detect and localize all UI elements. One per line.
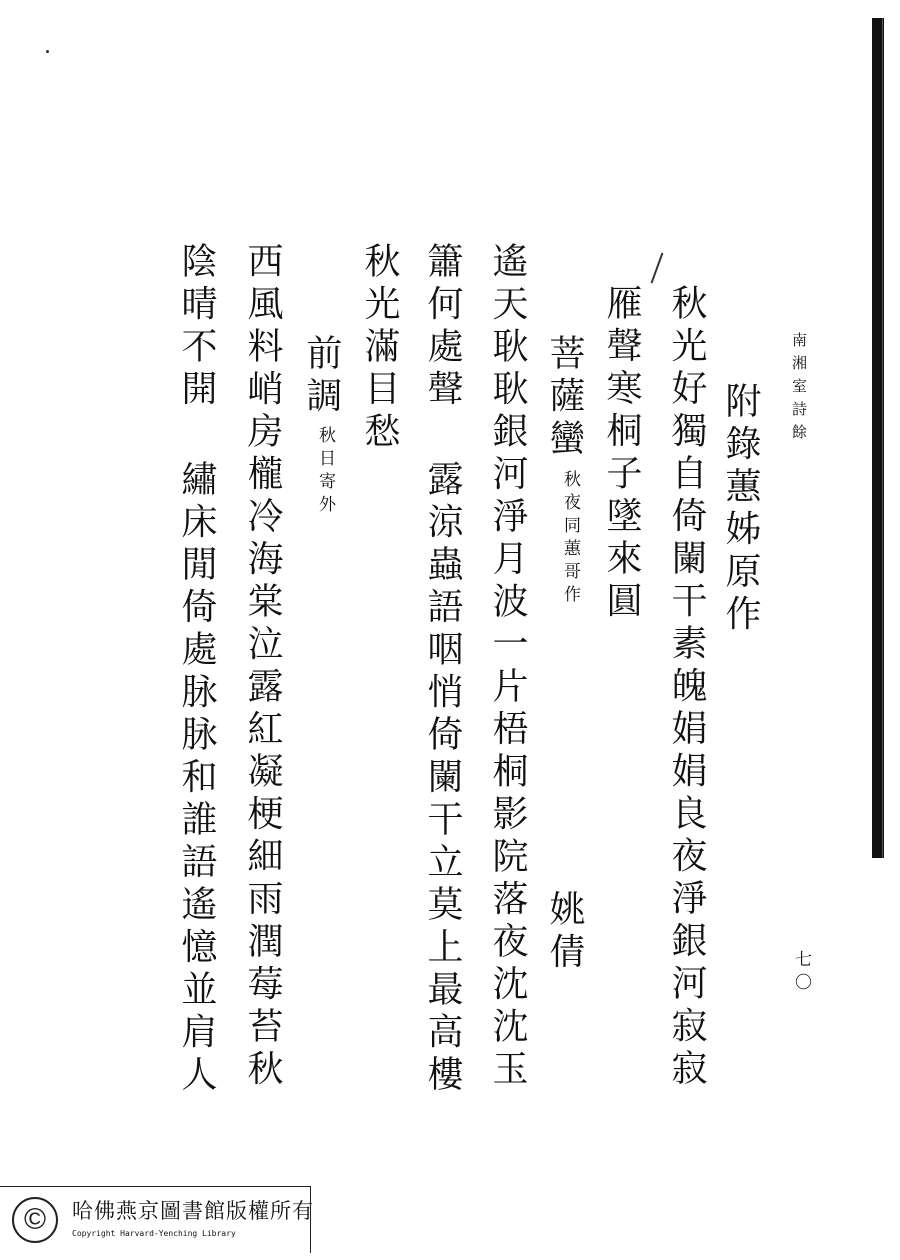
ink-mark [651, 253, 664, 284]
poem3-subtitle: 秋日寄外 [315, 426, 335, 518]
poem2-author: 姚倩 [544, 890, 585, 975]
copyright-text-chinese: 哈佛燕京圖書館版權所有 [72, 1199, 314, 1223]
poem2-subtitle: 秋夜同蕙哥作 [560, 470, 580, 608]
copyright-stamp [0, 1186, 314, 1253]
copyright-icon: © [12, 1197, 58, 1243]
poem2-line1: 遙天耿耿銀河淨月波一片梧桐影院落夜沈沈玉 [487, 242, 528, 1092]
poem1-line2: 雁聲寒桐子墜來圓 [601, 284, 642, 624]
scan-speck [46, 50, 49, 53]
poem3-tune: 前調 [301, 334, 342, 419]
poem2-line2: 簫何處聲 [422, 242, 463, 412]
poem3-line2b: 繡床閒倚處脉脉和誰語遙憶並肩人 [176, 460, 217, 1098]
page-spine-line [882, 18, 883, 858]
poem2-line3: 秋光滿目愁 [359, 242, 400, 455]
poem2-tune: 菩薩蠻 [544, 334, 585, 462]
poem3-line2: 陰晴不開 [176, 242, 217, 412]
section-title: 附錄蕙姊原作 [720, 382, 761, 637]
copyright-text-english: Copyright Harvard-Yenching Library [72, 1229, 236, 1238]
poem1-line1: 秋光好獨自倚闌干素魄娟娟良夜淨銀河寂寂 [666, 284, 707, 1092]
poem2-line2b: 露涼蟲語咽悄倚闌干立莫上最高樓 [422, 460, 463, 1098]
book-title: 南湘室詩餘 [790, 332, 808, 447]
poem3-line1: 西風料峭房櫳冷海棠泣露紅凝梗細雨潤莓苔秋 [242, 242, 283, 1092]
page-number: 七〇 [791, 950, 811, 996]
